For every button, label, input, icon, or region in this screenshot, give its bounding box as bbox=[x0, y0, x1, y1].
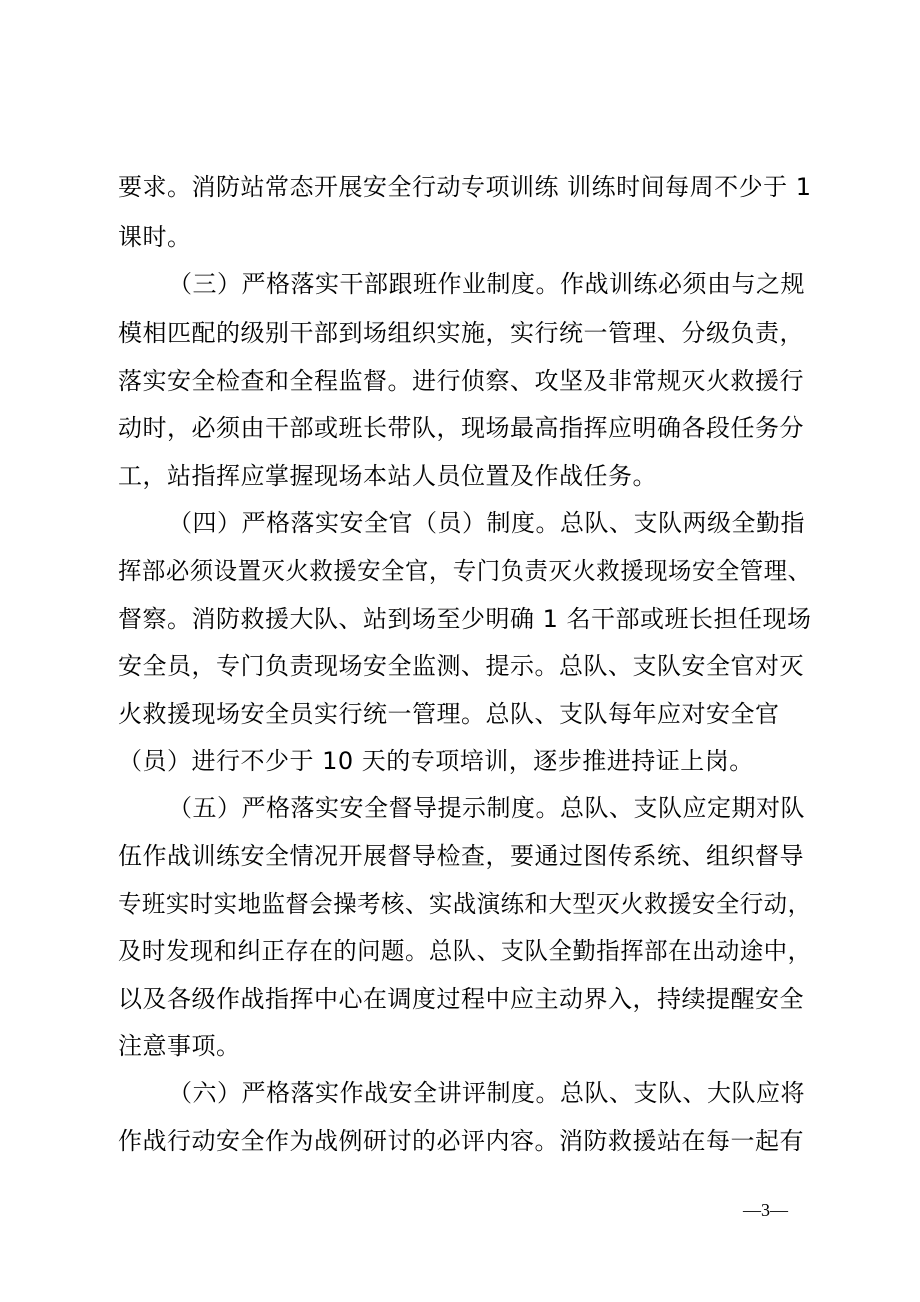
text-line: 课时。 bbox=[118, 223, 192, 251]
text-line: 动时，必须由干部或班长带队，现场最高指挥应明确各段任务分 bbox=[118, 414, 804, 442]
text-line: 工，站指挥应掌握现场本站人员位置及作战任务。 bbox=[118, 462, 657, 490]
text-line: （五）严格落实安全督导提示制度。总队、支队应定期对队 bbox=[168, 794, 805, 822]
text-line: 挥部必须设置灭火救援安全官，专门负责灭火救援现场安全管理、 bbox=[118, 557, 812, 585]
text-line: 要求。消防站常态开展安全行动专项训练 训练时间每周不少于 1 bbox=[118, 173, 812, 201]
text-line: （六）严格落实作战安全讲评制度。总队、支队、大队应将 bbox=[168, 1079, 805, 1107]
text-line: 火救援现场安全员实行统一管理。总队、支队每年应对安全官 bbox=[118, 700, 780, 728]
text-line: 督察。消防救援大队、站到场至少明确 1 名干部或班长担任现场 bbox=[118, 605, 812, 633]
text-line: 注意事项。 bbox=[118, 1032, 241, 1060]
text-line: （员）进行不少于 10 天的专项培训，逐步推进持证上岗。 bbox=[118, 747, 754, 775]
text-line: 伍作战训练安全情况开展督导检查，要通过图传系统、组织督导 bbox=[118, 842, 804, 870]
text-line: （三）严格落实干部跟班作业制度。作战训练必须由与之规 bbox=[168, 270, 805, 298]
text-line: （四）严格落实安全官（员）制度。总队、支队两级全勤指 bbox=[168, 509, 805, 537]
text-line: 及时发现和纠正存在的问题。总队、支队全勤指挥部在出动途中， bbox=[118, 937, 812, 965]
text-line: 作战行动安全作为战例研讨的必评内容。消防救援站在每一起有 bbox=[118, 1127, 804, 1155]
text-line: 模相匹配的级别干部到场组织实施，实行统一管理、分级负责， bbox=[118, 319, 804, 347]
text-line: 安全员，专门负责现场安全监测、提示。总队、支队安全官对灭 bbox=[118, 652, 804, 680]
text-line: 落实安全检查和全程监督。进行侦察、攻坚及非常规灭火救援行 bbox=[118, 367, 804, 395]
text-line: 以及各级作战指挥中心在调度过程中应主动界入，持续提醒安全 bbox=[118, 985, 804, 1013]
page-number: —3— bbox=[743, 1200, 788, 1220]
text-line: 专班实时实地监督会操考核、实战演练和大型灭火救援安全行动， bbox=[118, 890, 812, 918]
